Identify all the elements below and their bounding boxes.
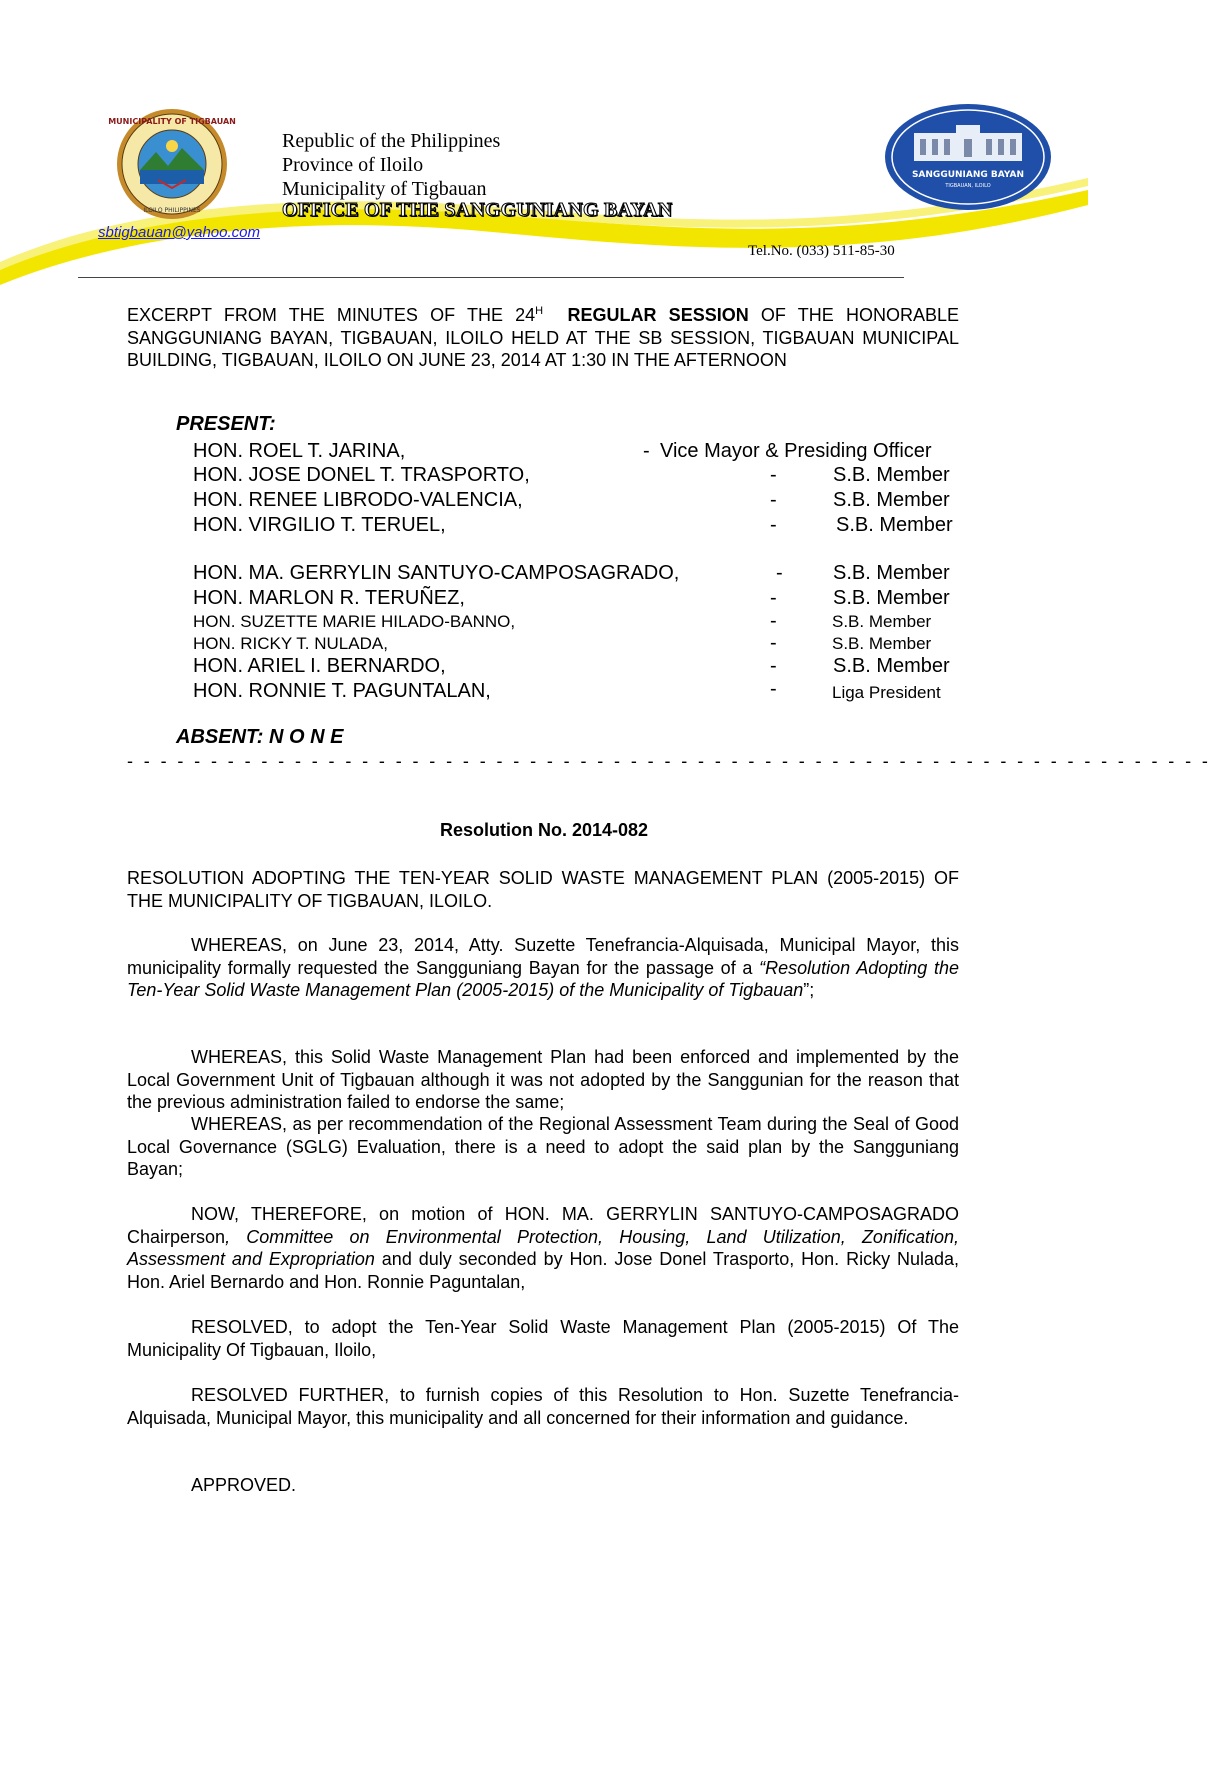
- member-name: HON. RONNIE T. PAGUNTALAN,: [193, 680, 491, 702]
- sangguniang-bayan-seal-logo: [884, 103, 1052, 211]
- now-therefore-italic: , Committee on Environmental Protection, Housing, Land Utilization, Zonification, Assessment and Expropriation: [127, 1226, 959, 1269]
- excerpt-bold: REGULAR SESSION: [567, 305, 749, 325]
- now-therefore-text: NOW, THEREFORE, on motion of HON. MA. GERRYLIN SANTUYO-CAMPOSAGRADO Chairperson: [127, 1204, 959, 1247]
- resolved-further: RESOLVED FURTHER, to furnish copies of this Resolution to Hon. Suzette Tenefrancia-Alquisada, Municipal Mayor, this municipality and all concerned for their information and guidance.: [127, 1385, 959, 1428]
- member-role: S.B. Member: [833, 655, 950, 677]
- whereas-2: WHEREAS, this Solid Waste Management Plan had been enforced and implemented by the Local Government Unit of Tigbauan although it was not adopted by the Sanggunian for the reason that the previous administration failed to endorse the same;: [127, 1047, 959, 1112]
- member-name: HON. ARIEL I. BERNARDO,: [193, 655, 446, 677]
- whereas-3: WHEREAS, as per recommendation of the Regional Assessment Team during the Seal of Good Local Governance (SGLG) Evaluation, there is a need to adopt the said plan by the Sangguniang Bayan;: [127, 1114, 959, 1179]
- whereas-1-italic: “Resolution Adopting the Ten-Year Solid Waste Management Plan (2005-2015) of the Municipality of Tigbauan: [127, 957, 959, 1000]
- approved: APPROVED.: [191, 1475, 297, 1495]
- whereas-1: [127, 934, 959, 1002]
- excerpt-paragraph: [127, 300, 959, 372]
- member-dash: -: [770, 489, 777, 511]
- header-office: OFFICE OF THE SANGGUNIANG BAYAN: [282, 199, 673, 221]
- header-province: Province of Iloilo: [282, 154, 424, 176]
- member-name: HON. JOSE DONEL T. TRASPORTO,: [193, 464, 530, 486]
- member-dash: -: [770, 610, 777, 632]
- member-dash: -: [770, 632, 777, 654]
- member-dash: -: [770, 655, 777, 677]
- excerpt-superscript: H: [535, 305, 544, 317]
- resolution-title: RESOLUTION ADOPTING THE TEN-YEAR SOLID WASTE MANAGEMENT PLAN (2005-2015) OF THE MUNICIPALITY OF TIGBAUAN, ILOILO.: [127, 868, 959, 911]
- member-name: HON. ROEL T. JARINA,: [193, 440, 406, 462]
- municipality-seal-logo: [108, 108, 236, 220]
- member-role: Liga President: [832, 683, 941, 702]
- svg-text:MUNICIPALITY OF TIGBAUAN: MUNICIPALITY OF TIGBAUAN: [108, 117, 236, 126]
- member-role: S.B. Member: [833, 562, 950, 584]
- member-dash: -: [770, 587, 777, 609]
- svg-text:ILOILO PHILIPPINES: ILOILO PHILIPPINES: [143, 207, 201, 214]
- excerpt-text-1: EXCERPT FROM THE MINUTES OF THE 24: [127, 305, 536, 325]
- absent-heading: ABSENT: N O N E: [176, 726, 344, 748]
- svg-text:SANGGUNIANG BAYAN: SANGGUNIANG BAYAN: [911, 170, 1025, 180]
- member-name: HON. RENEE LIBRODO-VALENCIA,: [193, 489, 523, 511]
- member-name: HON. VIRGILIO T. TERUEL,: [193, 514, 446, 536]
- member-dash: -: [770, 678, 777, 700]
- member-dash: -: [770, 514, 777, 536]
- separator-dashes: - - - - - - - - - - - - - - - - - - - - - - - - - - - - - - - - - - - - - - - - - - - - - - - - - - - - - - - - - - - - - - - - -: [127, 751, 1211, 771]
- resolved: RESOLVED, to adopt the Ten-Year Solid Waste Management Plan (2005-2015) Of The Municipality Of Tigbauan, Iloilo,: [127, 1317, 959, 1360]
- header-republic: Republic of the Philippines: [282, 130, 501, 152]
- member-role: S.B. Member: [836, 514, 953, 536]
- member-name: HON. RICKY T. NULADA,: [193, 634, 388, 653]
- email-link[interactable]: sbtigbauan@yahoo.com: [98, 224, 260, 241]
- whereas-1-end: ”;: [803, 980, 815, 1000]
- member-name: HON. MARLON R. TERUÑEZ,: [193, 587, 465, 609]
- present-heading: PRESENT:: [176, 413, 276, 435]
- now-therefore-end: and duly seconded by Hon. Jose Donel Trasporto, Hon. Ricky Nulada, Hon. Ariel Bernardo and Hon. Ronnie Paguntalan,: [127, 1249, 959, 1292]
- svg-text:TIGBAUAN, ILOILO: TIGBAUAN, ILOILO: [945, 183, 991, 189]
- member-role: S.B. Member: [832, 634, 932, 653]
- member-role: Vice Mayor & Presiding Officer: [660, 440, 932, 462]
- member-dash: -: [776, 562, 783, 584]
- excerpt-text-2: OF THE HONORABLE SANGGUNIANG BAYAN, TIGBAUAN, ILOILO HELD AT THE SB SESSION, TIGBAUAN MUNICIPAL BUILDING, TIGBAUAN, ILOILO ON JUNE 23, 2014 AT 1:30 IN THE AFTERNOON: [127, 305, 959, 370]
- member-name: HON. MA. GERRYLIN SANTUYO-CAMPOSAGRADO,: [193, 562, 680, 584]
- member-role: S.B. Member: [833, 587, 950, 609]
- header-municipality: Municipality of Tigbauan: [282, 178, 487, 200]
- now-therefore: [127, 1203, 959, 1293]
- member-name: HON. SUZETTE MARIE HILADO-BANNO,: [193, 612, 516, 631]
- member-dash: -: [770, 464, 777, 486]
- header-divider: [78, 277, 904, 278]
- resolution-number: Resolution No. 2014-082: [439, 820, 649, 840]
- whereas-1-text: WHEREAS, on June 23, 2014, Atty. Suzette Tenefrancia-Alquisada, Municipal Mayor, this municipality formally requested the Sangguniang Bayan for the passage of a: [127, 935, 959, 978]
- member-role: S.B. Member: [833, 489, 950, 511]
- member-role: S.B. Member: [833, 464, 950, 486]
- member-role: S.B. Member: [832, 612, 932, 631]
- member-dash: -: [643, 440, 650, 462]
- telephone-number: Tel.No. (033) 511-85-30: [748, 243, 895, 259]
